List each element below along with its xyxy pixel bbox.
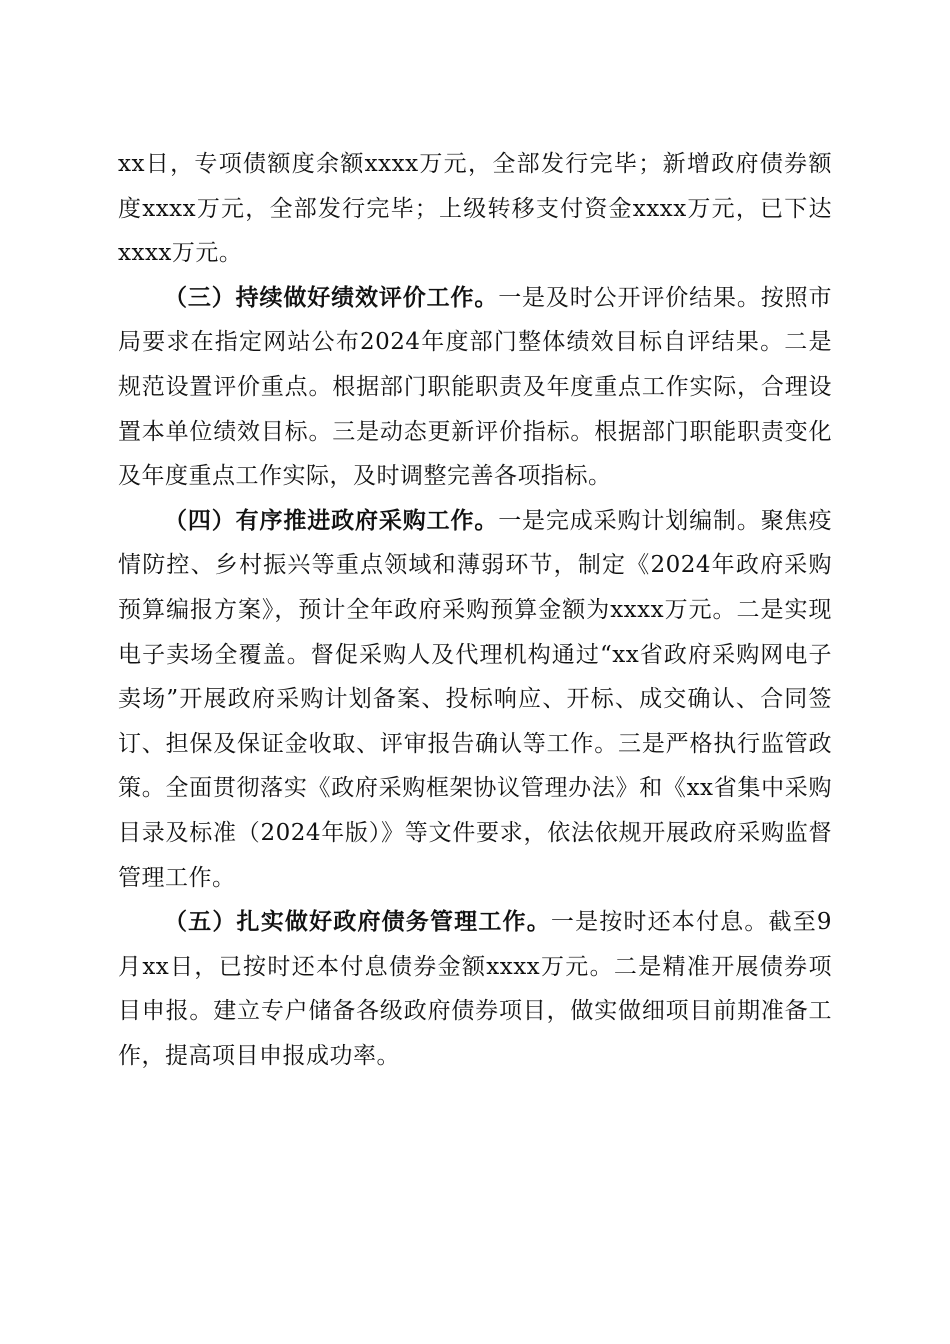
- paragraph-continuation: [118, 142, 832, 276]
- paragraph-body: xx日，专项债额度余额xxxx万元，全部发行完毕；新增政府债券额度xxxx万元，全部发行完毕；上级转移支付资金xxxx万元，已下达xxxx万元。: [118, 151, 832, 267]
- paragraph-performance-evaluation: [118, 276, 832, 499]
- section-heading: （五）扎实做好政府债务管理工作。: [164, 908, 551, 936]
- paragraph-procurement: [118, 499, 832, 900]
- section-heading: （三）持续做好绩效评价工作。: [164, 283, 499, 311]
- document-page: [118, 142, 832, 1078]
- section-heading: （四）有序推进政府采购工作。: [164, 506, 499, 534]
- paragraph-body: 一是完成采购计划编制。聚焦疫情防控、乡村振兴等重点领域和薄弱环节，制定《2024年政府采购预算编报方案》，预计全年政府采购预算金额为xxxx万元。二是实现电子卖场全覆盖。督促采购人及代理机构通过“xx省政府采购网电子卖场”开展政府采购计划备案、投标响应、开标、成交确认、合同签订、担保及保证金收取、评审报告确认等工作。三是严格执行监管政策。全面贯彻落实《政府采购框架协议管理办法》和《xx省集中采购目录及标准（2024年版）》等文件要求，依法依规开展政府采购监督管理工作。: [118, 507, 833, 891]
- paragraph-body: 一是及时公开评价结果。按照市局要求在指定网站公布2024年度部门整体绩效目标自评结果。二是规范设置评价重点。根据部门职能职责及年度重点工作实际，合理设置本单位绩效目标。三是动态更新评价指标。根据部门职能职责变化及年度重点工作实际，及时调整完善各项指标。: [118, 284, 833, 490]
- paragraph-debt-management: [118, 900, 832, 1078]
- paragraph-body: 一是按时还本付息。截至9月xx日，已按时还本付息债券金额xxxx万元。二是精准开展债券项目申报。建立专户储备各级政府债券项目，做实做细项目前期准备工作，提高项目申报成功率。: [118, 909, 833, 1069]
